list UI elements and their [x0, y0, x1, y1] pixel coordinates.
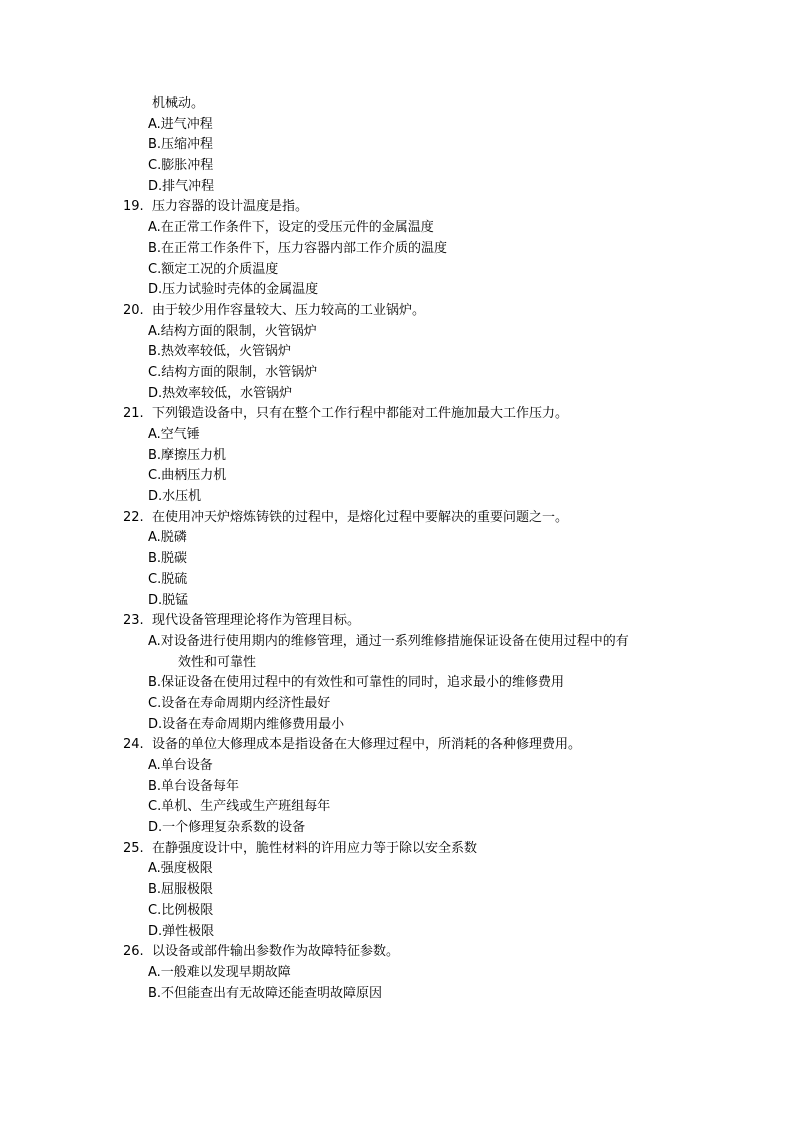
- option-c: C.曲柄压力机: [148, 468, 227, 484]
- question-stem: 由于较少用作容量较大、压力较高的工业锅炉。: [152, 302, 426, 318]
- lead-option-d: D.排气冲程: [148, 178, 215, 194]
- option-a-continuation: 效性和可靠性: [178, 654, 257, 670]
- option-b: B.屈服极限: [148, 882, 214, 898]
- option-a: A.在正常工作条件下，设定的受压元件的金属温度: [148, 220, 434, 236]
- option-b: B.保证设备在使用过程中的有效性和可靠性的同时，追求最小的维修费用: [148, 675, 565, 691]
- option-a: A.脱磷: [148, 530, 187, 546]
- question-number: 20.: [123, 302, 144, 318]
- lead-fragment: 机械动。: [152, 96, 205, 111]
- option-b: B.脱碳: [148, 551, 188, 567]
- question-25: [0, 839, 794, 860]
- lead-option-a: A.进气冲程: [148, 116, 213, 132]
- question-stem: 在静强度设计中，脆性材料的许用应力等于除以安全系数: [152, 840, 478, 856]
- lead-option-b: B.压缩冲程: [148, 137, 214, 153]
- option-a: A.单台设备: [148, 758, 213, 773]
- question-26: [0, 942, 794, 963]
- option-c: C.设备在寿命周期内经济性最好: [148, 695, 331, 711]
- question-24: [0, 735, 794, 756]
- question-number: 26.: [123, 944, 144, 960]
- question-19: [0, 197, 794, 218]
- question-21: [0, 404, 794, 425]
- question-stem: 设备的单位大修理成本是指设备在大修理过程中，所消耗的各种修理费用。: [152, 737, 582, 753]
- option-c: C.脱硫: [148, 571, 188, 587]
- question-stem: 在使用冲天炉熔炼铸铁的过程中，是熔化过程中要解决的重要问题之一。: [152, 509, 569, 525]
- option-c: C.结构方面的限制，水管锅炉: [148, 364, 318, 380]
- option-c: C.额定工况的介质温度: [148, 261, 279, 277]
- option-a: A.一般难以发现早期故障: [148, 964, 291, 980]
- option-b: B.热效率较低，火管锅炉: [148, 344, 292, 360]
- question-list: [0, 94, 794, 1004]
- option-b: B.在正常工作条件下，压力容器内部工作介质的温度: [148, 240, 448, 256]
- question-number: 25.: [123, 840, 144, 856]
- option-d: D.热效率较低，水管锅炉: [148, 385, 293, 401]
- option-a: A.强度极限: [148, 861, 213, 877]
- option-a: A.结构方面的限制，火管锅炉: [148, 323, 317, 339]
- option-b: B.单台设备每年: [148, 778, 240, 794]
- question-20: [0, 301, 794, 322]
- question-22: [0, 508, 794, 529]
- question-number: 22.: [123, 509, 144, 525]
- option-b: B.不但能查出有无故障还能查明故障原因: [148, 985, 383, 1001]
- option-c: C.单机、生产线或生产班组每年: [148, 799, 331, 815]
- question-23: [0, 611, 794, 632]
- question-number: 23.: [123, 613, 144, 629]
- option-c: C.比例极限: [148, 902, 214, 918]
- question-stem: 以设备或部件输出参数作为故障特征参数。: [152, 944, 400, 960]
- option-a: A.空气锤: [148, 427, 200, 442]
- question-stem: 压力容器的设计温度是指。: [152, 199, 309, 215]
- option-d: D.弹性极限: [148, 923, 215, 939]
- question-number: 24.: [123, 737, 144, 753]
- lead-option-c: C.膨胀冲程: [148, 158, 214, 174]
- option-d: D.脱锰: [148, 592, 189, 608]
- option-d: D.水压机: [148, 489, 202, 505]
- option-d: D.设备在寿命周期内维修费用最小: [148, 716, 345, 732]
- option-b: B.摩擦压力机: [148, 447, 227, 463]
- option-d: D.一个修理复杂系数的设备: [148, 820, 306, 836]
- question-number: 21.: [123, 406, 144, 422]
- question-stem: 现代设备管理理论将作为管理目标。: [152, 613, 361, 629]
- question-number: 19.: [123, 199, 144, 215]
- question-stem: 下列锻造设备中，只有在整个工作行程中都能对工件施加最大工作压力。: [152, 406, 569, 422]
- option-a: A.对设备进行使用期内的维修管理，通过一系列维修措施保证设备在使用过程中的有: [148, 633, 629, 649]
- option-d: D.压力试验时壳体的金属温度: [148, 282, 319, 298]
